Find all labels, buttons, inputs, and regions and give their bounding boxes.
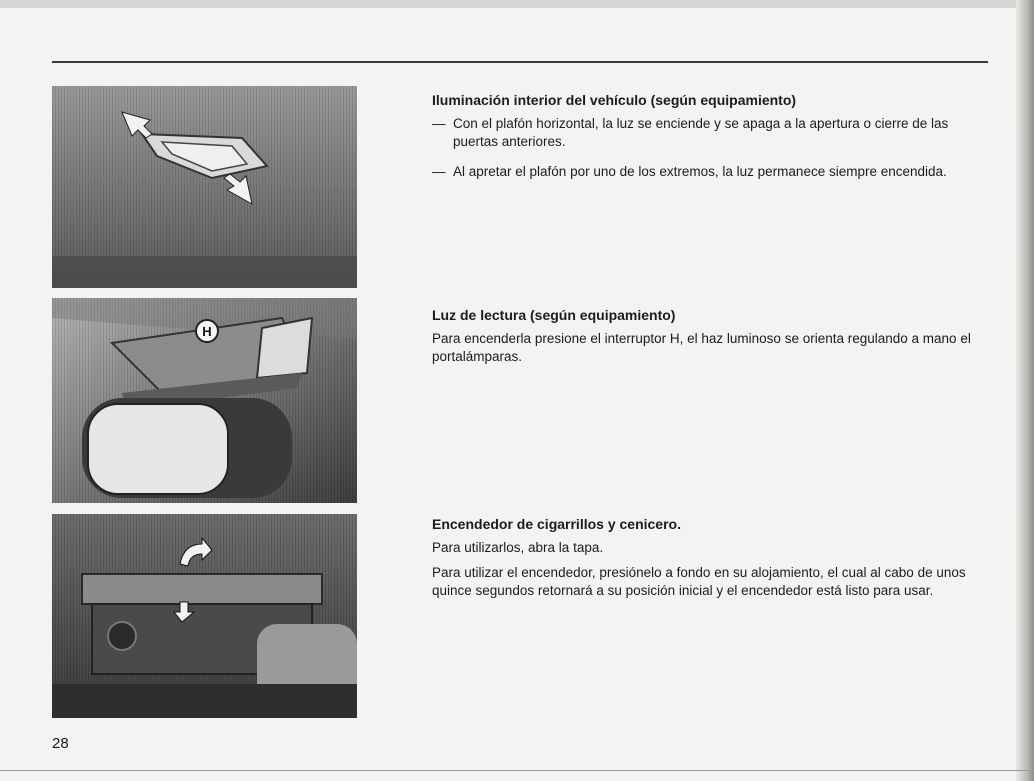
header-rule <box>52 61 988 63</box>
section-title: Iluminación interior del vehículo (según equipamiento) <box>432 92 797 108</box>
page-number: 28 <box>52 735 69 752</box>
section-paragraph: Para utilizarlos, abra la tapa. <box>432 540 604 555</box>
section-title: Encendedor de cigarrillos y cenicero. <box>432 516 681 532</box>
section-paragraph: Para encenderla presione el interruptor H, el haz luminoso se orienta regulando a mano el portalámparas. <box>432 331 971 364</box>
rear-view-mirror-icon <box>82 398 292 498</box>
switch-h-marker <box>196 320 218 342</box>
photo-reading-light <box>52 298 357 503</box>
scan-bottom-line <box>0 770 1034 771</box>
scan-top-shadow <box>0 0 1034 8</box>
bullet-item <box>432 163 988 181</box>
section-title: Luz de lectura (según equipamiento) <box>432 307 676 323</box>
section-interior-lighting <box>432 91 988 193</box>
section-reading-light <box>432 306 988 366</box>
section-paragraph: Para utilizar el encendedor, presiónelo a fondo en su alojamiento, el cual al cabo de unos quince segundos retornará a su posición inicial y el encendedor está listo para usar. <box>432 565 966 598</box>
photo-interior-dome-light <box>52 86 357 288</box>
section-cigarette-lighter <box>432 515 988 607</box>
photo-cigarette-lighter-ashtray <box>52 514 357 718</box>
bullet-text: Al apretar el plafón por uno de los extremos, la luz permanece siempre encendida. <box>453 164 947 179</box>
scan-page-edge <box>1016 0 1034 781</box>
bullet-dash: — <box>432 164 446 179</box>
bullet-dash: — <box>432 116 446 131</box>
switch-h-label: H <box>202 324 212 339</box>
bullet-text: Con el plafón horizontal, la luz se enciende y se apaga a la apertura o cierre de las puertas anteriores. <box>453 116 949 149</box>
bullet-item <box>432 115 988 151</box>
